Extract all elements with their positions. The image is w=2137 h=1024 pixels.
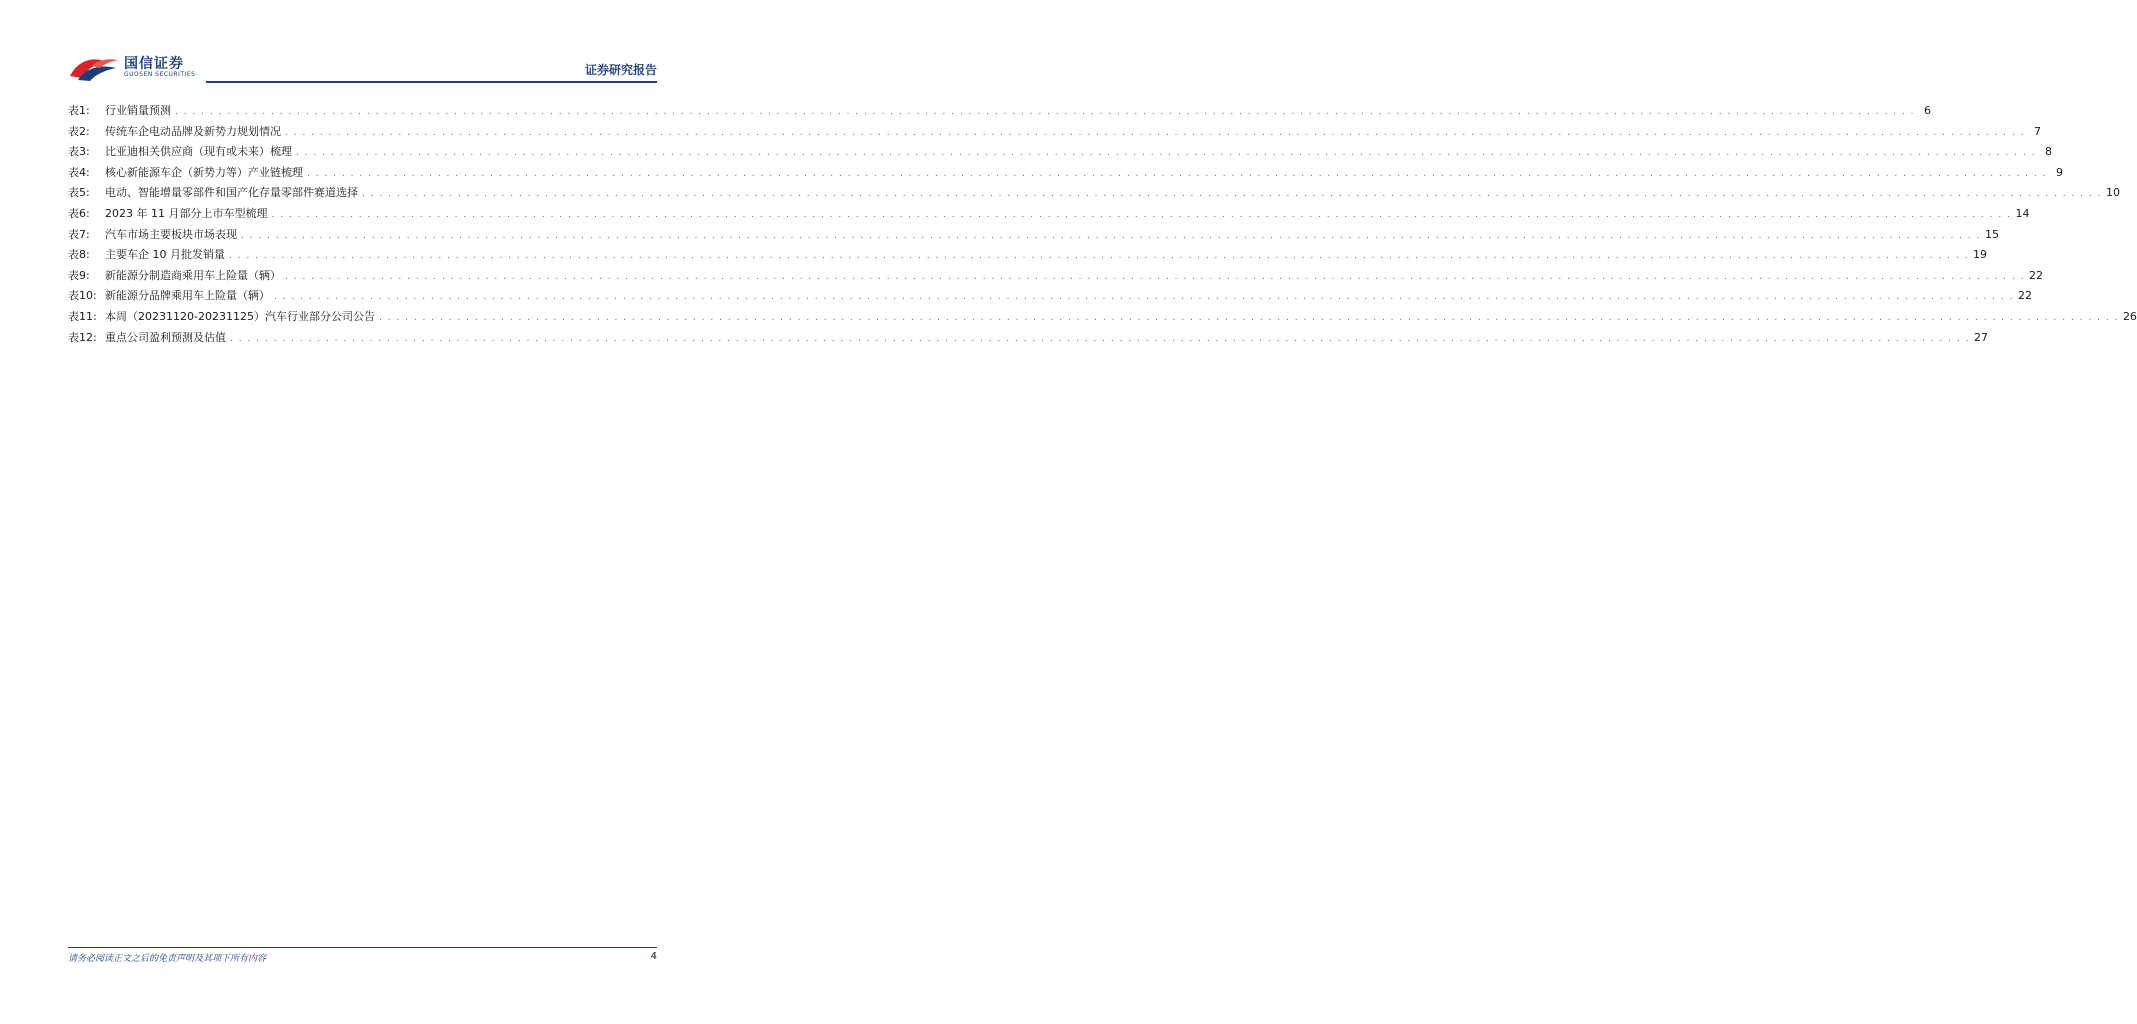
toc-entry-title: 电动、智能增量零部件和国产化存量零部件赛道选择 — [105, 186, 358, 200]
table-list — [68, 104, 2137, 351]
toc-entry-label: 表10: — [68, 289, 97, 303]
toc-entry-page: 9 — [2055, 165, 2063, 179]
toc-entry-label: 表8: — [68, 248, 90, 262]
toc-entry-page: 8 — [2044, 145, 2052, 159]
page-number: 4 — [650, 951, 657, 962]
toc-entry-label: 表12: — [68, 330, 97, 344]
toc-entry-page: 10 — [2105, 186, 2120, 200]
toc-entry[interactable] — [68, 186, 2120, 207]
toc-entry[interactable] — [68, 145, 2052, 166]
toc-dot-leader: . . . . . . . . . . . . . . . . . . . . . . . . . . . . . . . . . . . . . . . . . . . . . . . . . . . . . . . . . . . . . . . . . . . . . . . . . . . . . . . . . . . . . . . . . . . . . . . . . . . . . . . . . . . . . . . . . . . . . . . . . . . . . . . . . . . . . . . . . . . . . . . . . . . . . . . . . . . . . . . . . . . . . . . . . . . . . . . . . . . . . . . . . . . . . . . . . . . . . . . . — [378, 312, 2119, 323]
toc-entry-page: 22 — [2028, 268, 2043, 282]
toc-entry-label: 表4: — [68, 165, 90, 179]
toc-entry[interactable] — [68, 248, 1987, 269]
disclaimer-note: 请务必阅读正文之后的免责声明及其项下所有内容 — [68, 954, 267, 964]
toc-entry-page: 6 — [1923, 104, 1931, 117]
footer-divider — [68, 947, 657, 948]
toc-dot-leader: . . . . . . . . . . . . . . . . . . . . . . . . . . . . . . . . . . . . . . . . . . . . . . . . . . . . . . . . . . . . . . . . . . . . . . . . . . . . . . . . . . . . . . . . . . . . . . . . . . . . . . . . . . . . . . . . . . . . . . . . . . . . . . . . . . . . . . . . . . . . . . . . . . . . . . . . . . . . . . . . . . . . . . . . . . . . . . . . . . . . . . . . . . . . . . . . . . . . . . . . — [296, 148, 2036, 159]
toc-entry-title: 比亚迪相关供应商（现有或未来）梳理 — [105, 145, 292, 159]
toc-dot-leader: . . . . . . . . . . . . . . . . . . . . . . . . . . . . . . . . . . . . . . . . . . . . . . . . . . . . . . . . . . . . . . . . . . . . . . . . . . . . . . . . . . . . . . . . . . . . . . . . . . . . . . . . . . . . . . . . . . . . . . . . . . . . . . . . . . . . . . . . . . . . . . . . . . . . . . . . . . . . . . . . . . . . . . . . . . . . . . . . . . . . . . . . . . . . . . . . . . . . . . . . — [285, 127, 2025, 138]
toc-entry-page: 19 — [1972, 248, 1987, 262]
report-type-label: 证券研究报告 — [584, 63, 657, 77]
toc-entry-label: 表3: — [68, 145, 90, 159]
header-divider — [206, 81, 657, 83]
toc-entry-label: 表1: — [68, 104, 90, 117]
toc-entry[interactable] — [68, 227, 1999, 249]
toc-dot-leader: . . . . . . . . . . . . . . . . . . . . . . . . . . . . . . . . . . . . . . . . . . . . . . . . . . . . . . . . . . . . . . . . . . . . . . . . . . . . . . . . . . . . . . . . . . . . . . . . . . . . . . . . . . . . . . . . . . . . . . . . . . . . . . . . . . . . . . . . . . . . . . . . . . . . . . . . . . . . . . . . . . . . . . . . . . . . . . . . . . . . . . . . . . . . . . . . . . . . . . . . — [241, 230, 1981, 241]
toc-dot-leader: . . . . . . . . . . . . . . . . . . . . . . . . . . . . . . . . . . . . . . . . . . . . . . . . . . . . . . . . . . . . . . . . . . . . . . . . . . . . . . . . . . . . . . . . . . . . . . . . . . . . . . . . . . . . . . . . . . . . . . . . . . . . . . . . . . . . . . . . . . . . . . . . . . . . . . . . . . . . . . . . . . . . . . . . . . . . . . . . . . . . . . . . . . . . . . . . . . . . . . . . — [285, 271, 2025, 282]
toc-entry-title: 本周（20231120-20231125）汽车行业部分公司公告 — [105, 309, 375, 323]
logo-english-name: GUOSEN SECURITIES — [124, 71, 196, 78]
toc-entry-label: 表9: — [68, 268, 90, 282]
toc-dot-leader: . . . . . . . . . . . . . . . . . . . . . . . . . . . . . . . . . . . . . . . . . . . . . . . . . . . . . . . . . . . . . . . . . . . . . . . . . . . . . . . . . . . . . . . . . . . . . . . . . . . . . . . . . . . . . . . . . . . . . . . . . . . . . . . . . . . . . . . . . . . . . . . . . . . . . . . . . . . . . . . . . . . . . . . . . . . . . . . . . . . . . . . . . . . . . . . . . . . . . . . . — [271, 209, 2012, 220]
toc-dot-leader: . . . . . . . . . . . . . . . . . . . . . . . . . . . . . . . . . . . . . . . . . . . . . . . . . . . . . . . . . . . . . . . . . . . . . . . . . . . . . . . . . . . . . . . . . . . . . . . . . . . . . . . . . . . . . . . . . . . . . . . . . . . . . . . . . . . . . . . . . . . . . . . . . . . . . . . . . . . . . . . . . . . . . . . . . . . . . . . . . . . . . . . . . . . . . . . . . . . . . . . . — [274, 292, 2014, 303]
toc-entry-title: 汽车市场主要板块市场表现 — [105, 227, 237, 241]
toc-dot-leader: . . . . . . . . . . . . . . . . . . . . . . . . . . . . . . . . . . . . . . . . . . . . . . . . . . . . . . . . . . . . . . . . . . . . . . . . . . . . . . . . . . . . . . . . . . . . . . . . . . . . . . . . . . . . . . . . . . . . . . . . . . . . . . . . . . . . . . . . . . . . . . . . . . . . . . . . . . . . . . . . . . . . . . . . . . . . . . . . . . . . . . . . . . . . . . . . . . . . . . . . — [175, 107, 1915, 117]
toc-dot-leader: . . . . . . . . . . . . . . . . . . . . . . . . . . . . . . . . . . . . . . . . . . . . . . . . . . . . . . . . . . . . . . . . . . . . . . . . . . . . . . . . . . . . . . . . . . . . . . . . . . . . . . . . . . . . . . . . . . . . . . . . . . . . . . . . . . . . . . . . . . . . . . . . . . . . . . . . . . . . . . . . . . . . . . . . . . . . . . . . . . . . . . . . . . . . . . . . . . . . . . . . — [230, 333, 1970, 344]
toc-entry[interactable] — [68, 124, 2041, 146]
page-header — [68, 48, 657, 84]
toc-entry[interactable] — [68, 330, 1988, 352]
toc-entry[interactable] — [68, 165, 2063, 187]
toc-entry-label: 表6: — [68, 206, 90, 220]
toc-entry[interactable] — [68, 309, 2137, 331]
guosen-logo — [68, 52, 208, 82]
toc-dot-leader: . . . . . . . . . . . . . . . . . . . . . . . . . . . . . . . . . . . . . . . . . . . . . . . . . . . . . . . . . . . . . . . . . . . . . . . . . . . . . . . . . . . . . . . . . . . . . . . . . . . . . . . . . . . . . . . . . . . . . . . . . . . . . . . . . . . . . . . . . . . . . . . . . . . . . . . . . . . . . . . . . . . . . . . . . . . . . . . . . . . . . . . . . . . . . . . . . . . . . . . . — [307, 168, 2047, 179]
logo-chinese-name: 国信证券 — [124, 56, 184, 72]
toc-entry-page: 7 — [2033, 124, 2041, 138]
guosen-logo-icon — [68, 54, 120, 82]
toc-entry-title: 2023 年 11 月部分上市车型梳理 — [105, 206, 268, 220]
toc-entry-title: 核心新能源车企（新势力等）产业链梳理 — [105, 165, 303, 179]
toc-entry-page: 26 — [2122, 309, 2137, 323]
toc-entry[interactable] — [68, 206, 2030, 228]
toc-entry-label: 表7: — [68, 227, 90, 241]
toc-dot-leader: . . . . . . . . . . . . . . . . . . . . . . . . . . . . . . . . . . . . . . . . . . . . . . . . . . . . . . . . . . . . . . . . . . . . . . . . . . . . . . . . . . . . . . . . . . . . . . . . . . . . . . . . . . . . . . . . . . . . . . . . . . . . . . . . . . . . . . . . . . . . . . . . . . . . . . . . . . . . . . . . . . . . . . . . . . . . . . . . . . . . . . . . . . . . . . . . . . . . . . . . — [229, 251, 1969, 262]
toc-entry-title: 新能源分制造商乘用车上险量（辆） — [105, 268, 281, 282]
toc-entry-title: 重点公司盈利预测及估值 — [105, 330, 226, 344]
toc-entry-page: 27 — [1973, 330, 1988, 344]
toc-dot-leader: . . . . . . . . . . . . . . . . . . . . . . . . . . . . . . . . . . . . . . . . . . . . . . . . . . . . . . . . . . . . . . . . . . . . . . . . . . . . . . . . . . . . . . . . . . . . . . . . . . . . . . . . . . . . . . . . . . . . . . . . . . . . . . . . . . . . . . . . . . . . . . . . . . . . . . . . . . . . . . . . . . . . . . . . . . . . . . . . . . . . . . . . . . . . . . . . . . . . . . . . — [362, 189, 2102, 200]
toc-entry-page: 15 — [1984, 227, 1999, 241]
toc-entry[interactable] — [68, 104, 1931, 125]
toc-entry-title: 传统车企电动品牌及新势力规划情况 — [105, 124, 281, 138]
toc-entry-label: 表2: — [68, 124, 90, 138]
toc-entry[interactable] — [68, 268, 2043, 290]
toc-entry-title: 新能源分品牌乘用车上险量（辆） — [105, 289, 270, 303]
toc-entry-title: 主要车企 10 月批发销量 — [105, 248, 225, 262]
toc-entry-label: 表11: — [68, 309, 97, 323]
toc-entry[interactable] — [68, 289, 2032, 310]
toc-entry-page: 14 — [2015, 206, 2030, 220]
toc-entry-page: 22 — [2017, 289, 2032, 303]
toc-entry-label: 表5: — [68, 186, 90, 200]
toc-entry-title: 行业销量预测 — [105, 104, 171, 117]
